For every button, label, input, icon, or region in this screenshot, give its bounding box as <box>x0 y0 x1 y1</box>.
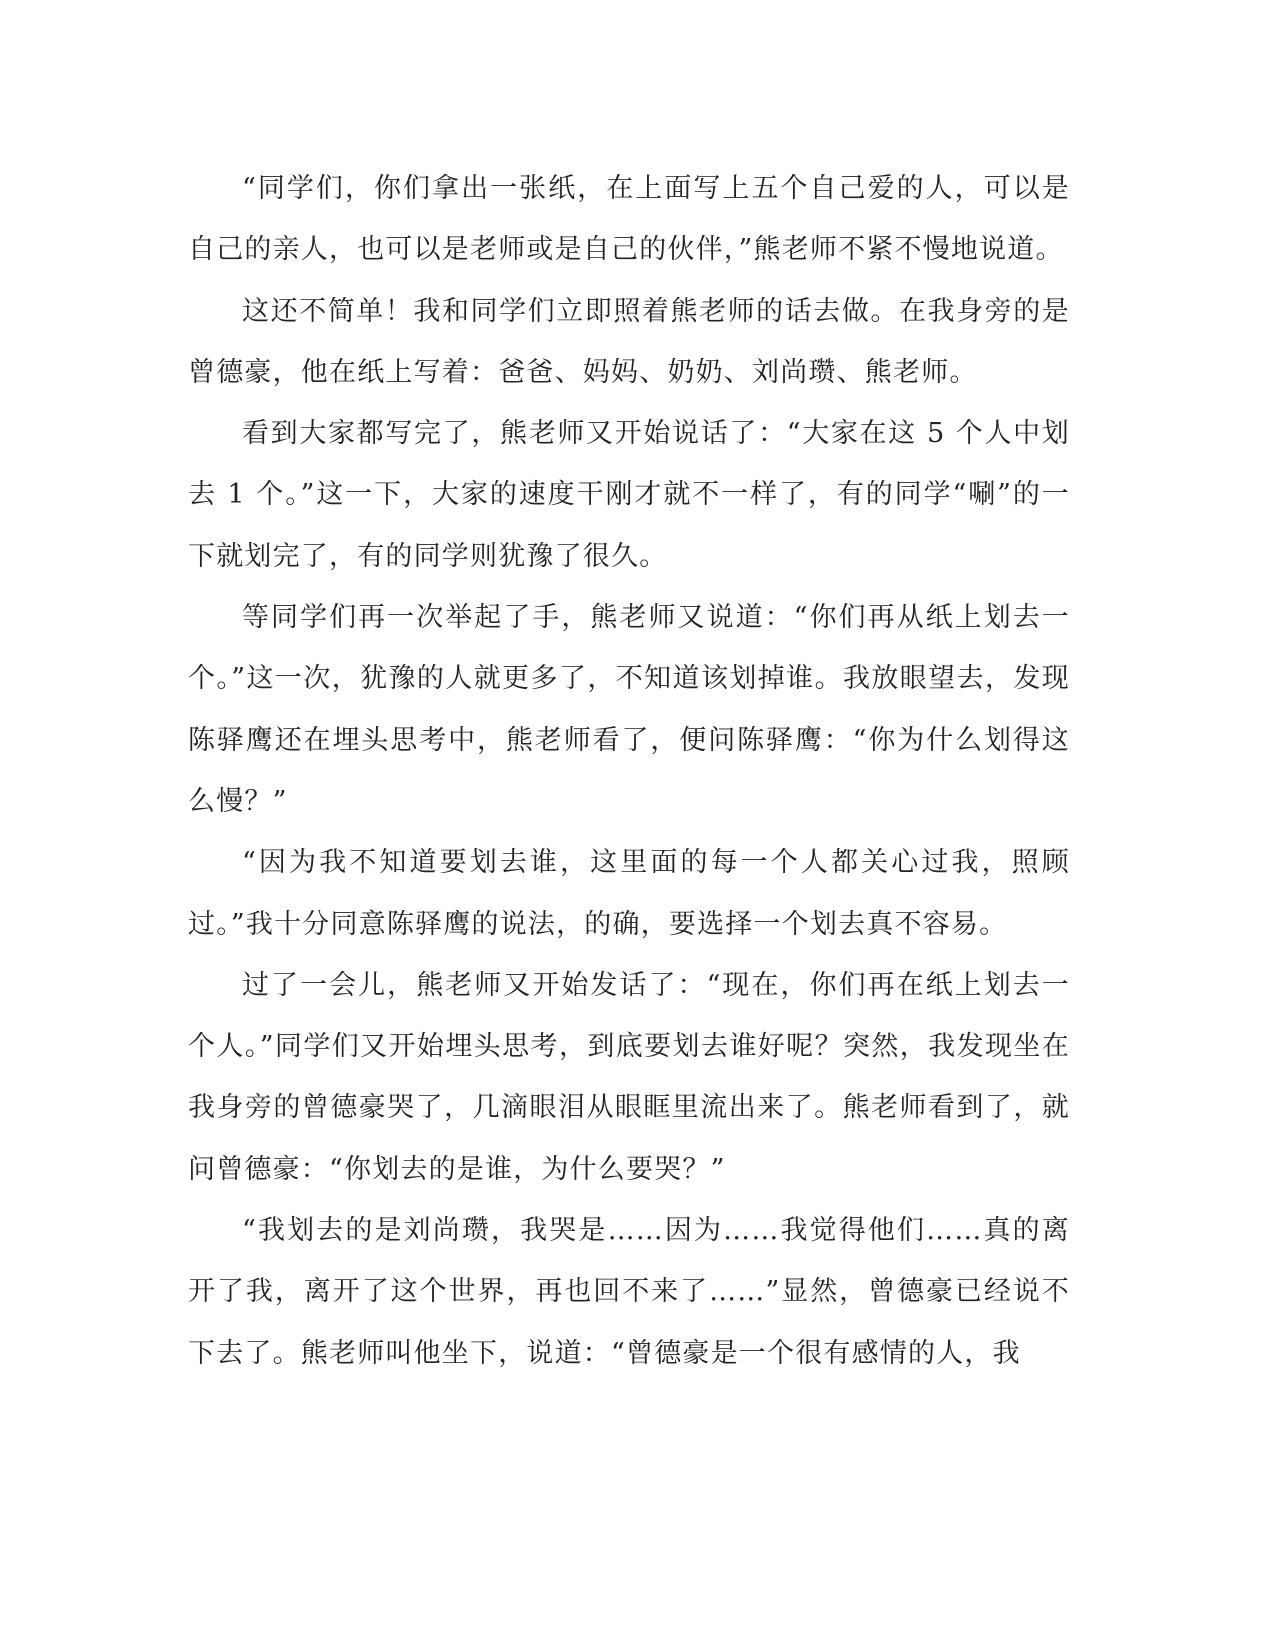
paragraph-7: “我划去的是刘尚瓒，我哭是……因为……我觉得他们……真的离开了我，离开了这个世界，再也回不来了……”显然，曾德豪已经说不下去了。熊老师叫他坐下，说道：“曾德豪是一个很有感情的人，我 <box>188 1215 1070 1369</box>
body-text <box>188 158 1070 1384</box>
paragraph-1: “同学们，你们拿出一张纸，在上面写上五个自己爱的人，可以是自己的亲人，也可以是老师或是自己的伙伴，”熊老师不紧不慢地说道。 <box>188 173 1070 266</box>
paragraph-4: 等同学们再一次举起了手，熊老师又说道：“你们再从纸上划去一个。”这一次，犹豫的人就更多了，不知道该划掉谁。我放眼望去，发现陈驿鹰还在埋头思考中，熊老师看了，便问陈驿鹰：“你为什么划得这么慢？” <box>188 602 1070 817</box>
paragraph-2: 这还不简单！我和同学们立即照着熊老师的话去做。在我身旁的是曾德豪，他在纸上写着：爸爸、妈妈、奶奶、刘尚瓒、熊老师。 <box>188 295 1070 388</box>
paragraph-5: “因为我不知道要划去谁，这里面的每一个人都关心过我，照顾过。”我十分同意陈驿鹰的说法，的确，要选择一个划去真不容易。 <box>188 847 1070 940</box>
paragraph-3: 看到大家都写完了，熊老师又开始说话了：“大家在这 5 个人中划去 1 个。”这一下，大家的速度干刚才就不一样了，有的同学“唰”的一下就划完了，有的同学则犹豫了很久。 <box>188 418 1070 572</box>
paragraph-6: 过了一会儿，熊老师又开始发话了：“现在，你们再在纸上划去一个人。”同学们又开始埋头思考，到底要划去谁好呢？突然，我发现坐在我身旁的曾德豪哭了，几滴眼泪从眼眶里流出来了。熊老师看到了，就问曾德豪：“你划去的是谁，为什么要哭？” <box>188 969 1070 1185</box>
